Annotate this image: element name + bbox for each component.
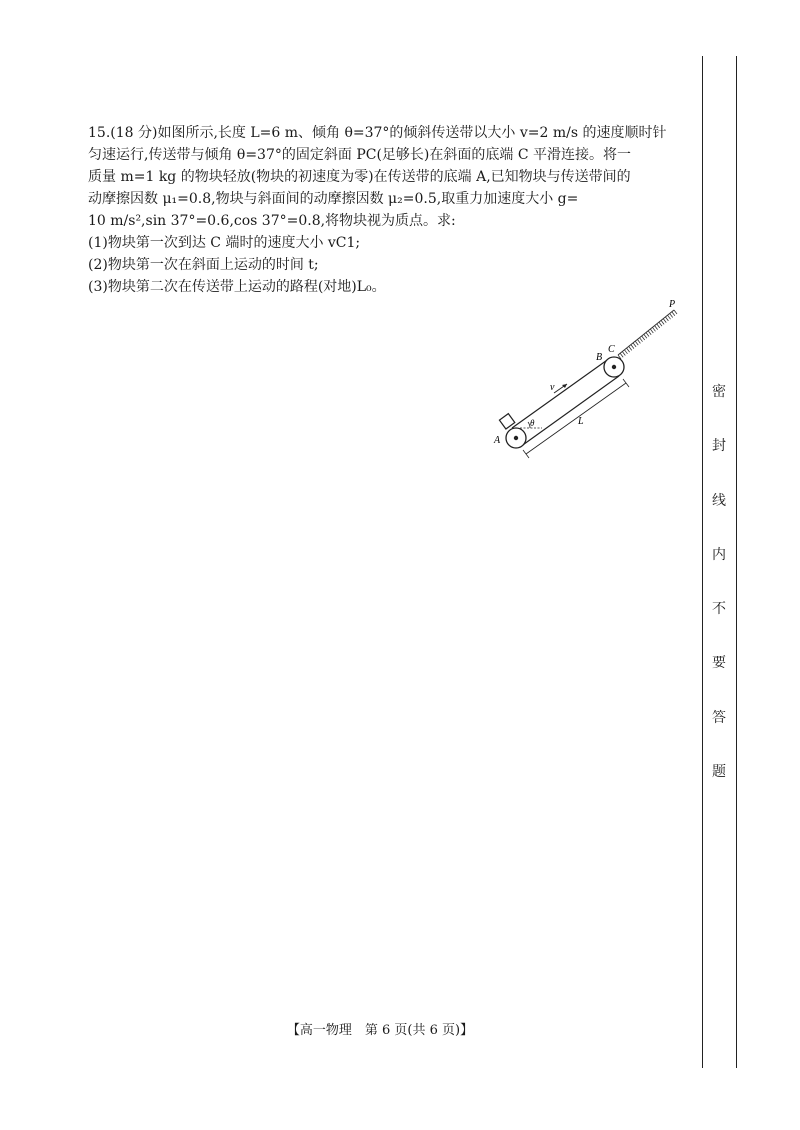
seal-char: 内 — [712, 546, 726, 563]
seal-char: 密 — [712, 384, 726, 400]
seal-line-notice — [707, 381, 731, 781]
label-a: A — [494, 435, 501, 446]
label-l: L — [578, 416, 584, 427]
incline-hatching — [618, 310, 677, 359]
length-tick-a — [523, 450, 529, 458]
question-1: (1)物块第一次到达 C 端时的速度大小 vC1; — [88, 235, 361, 251]
seal-char: 线 — [712, 492, 726, 509]
problem-stem-line-5: 10 m/s²,sin 37°=0.6,cos 37°=0.8,将物块视为质点。求: — [88, 213, 456, 229]
seal-char: 封 — [712, 438, 726, 455]
hatch-mark — [655, 326, 658, 330]
hatch-mark — [652, 327, 655, 331]
question-2: (2)物块第一次在斜面上运动的时间 t; — [88, 257, 319, 273]
problem-stem-line-4: 动摩擦因数 μ₁=0.8,物块与斜面间的动摩擦因数 μ₂=0.5,取重力加速度大小 g= — [88, 191, 579, 207]
hatch-mark — [668, 315, 671, 319]
hatch-mark — [672, 312, 675, 316]
hatch-mark — [637, 339, 640, 343]
hatch-mark — [629, 346, 632, 350]
hatch-mark — [650, 329, 653, 333]
hatch-mark — [665, 317, 668, 321]
hatch-mark — [640, 338, 643, 342]
hatch-mark — [631, 345, 634, 349]
label-v: v — [550, 382, 555, 393]
length-tick-b — [623, 379, 629, 387]
hatch-mark — [674, 310, 677, 314]
pulley-a-axle — [514, 436, 518, 440]
hatch-mark — [663, 319, 666, 323]
pulley-b-axle — [612, 365, 616, 369]
hatch-mark — [659, 322, 662, 326]
hatch-mark — [620, 353, 623, 357]
hatch-mark — [670, 313, 673, 317]
seal-char: 答 — [712, 709, 726, 726]
hatch-mark — [657, 324, 660, 328]
question-3: (3)物块第二次在传送带上运动的路程(对地)L₀。 — [88, 279, 386, 295]
length-dimension — [526, 383, 626, 454]
conveyor-diagram — [490, 296, 690, 461]
label-c: C — [608, 344, 615, 355]
label-theta: θ — [530, 418, 535, 428]
hatch-mark — [633, 343, 636, 347]
hatch-mark — [644, 334, 647, 338]
binding-line-inner — [702, 56, 703, 1068]
seal-char: 不 — [712, 601, 726, 618]
hatch-mark — [635, 341, 638, 345]
hatch-mark — [642, 336, 645, 340]
problem-stem-line-2: 匀速运行,传送带与倾角 θ=37°的固定斜面 PC(足够长)在斜面的底端 C 平滑连接。将一 — [88, 147, 631, 163]
block — [499, 414, 514, 429]
label-p: P — [669, 299, 676, 310]
problem-stem-line-3: 质量 m=1 kg 的物块轻放(物块的初速度为零)在传送带的底端 A,已知物块与传送带间的 — [88, 169, 631, 185]
hatch-mark — [646, 333, 649, 337]
hatch-mark — [624, 350, 627, 354]
seal-char: 要 — [712, 655, 726, 672]
problem-15 — [88, 122, 688, 298]
hatch-mark — [627, 348, 630, 352]
seal-char: 题 — [712, 763, 726, 780]
problem-stem-line-1: 15.(18 分)如图所示,长度 L=6 m、倾角 θ=37°的倾斜传送带以大小 v=2 m/s 的速度顺时针 — [88, 125, 667, 141]
page-footer: 【高一物理 第 6 页(共 6 页)】 — [286, 1023, 474, 1038]
hatch-mark — [622, 352, 625, 356]
binding-line-outer — [736, 56, 737, 1068]
hatch-mark — [661, 320, 664, 324]
label-b: B — [596, 352, 603, 363]
hatch-mark — [648, 331, 651, 335]
